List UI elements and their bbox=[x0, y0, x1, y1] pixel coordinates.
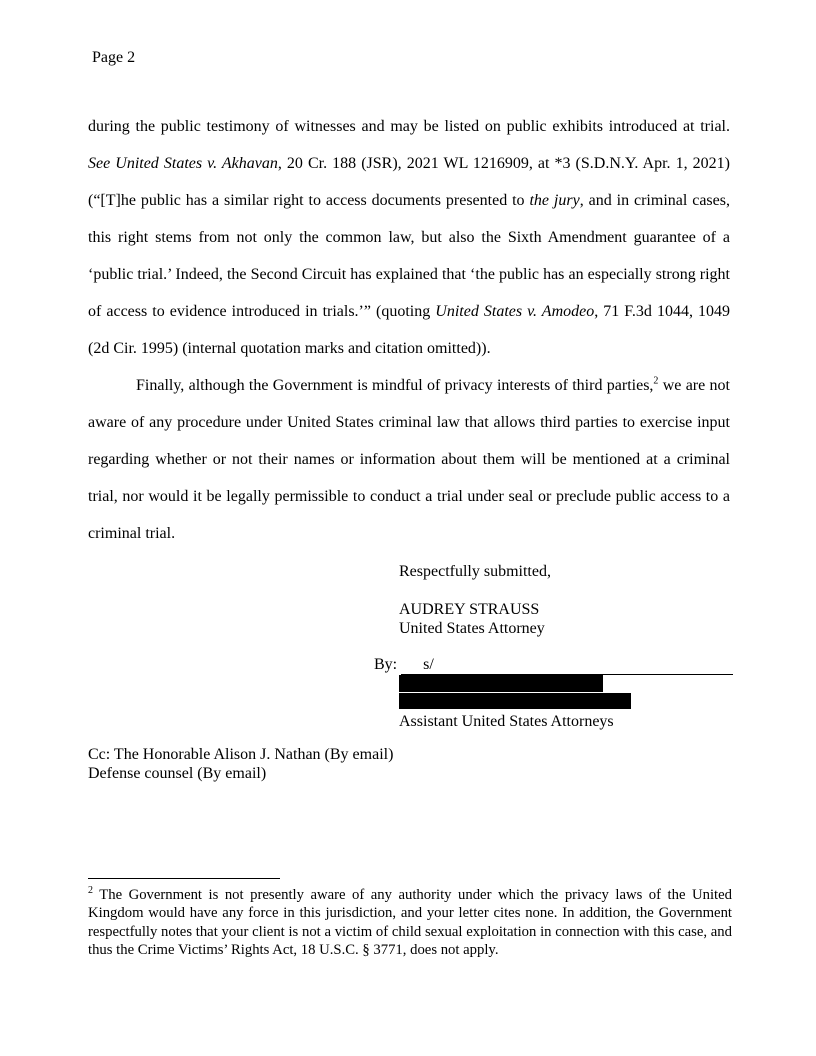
paragraph-text: , 20 Cr. 188 (JSR), 2021 WL 1216909, at *3 (S.D.N.Y. Apr. 1, 2021) (“[T]he public has a similar right to access documents presented to bbox=[88, 155, 730, 209]
page-number: Page 2 bbox=[92, 49, 136, 66]
signature-block bbox=[374, 562, 739, 731]
paragraph-text: we are not aware of any procedure under United States criminal law that allows third parties to exercise input regarding whether or not their names or information about them will be mentioned at a criminal trial, nor would it be legally permissible to conduct a trial under seal or preclude public access to a criminal trial. bbox=[88, 377, 730, 542]
footnote-section bbox=[88, 878, 732, 960]
case-citation: See United States v. Akhavan bbox=[88, 155, 278, 172]
body-paragraph-1 bbox=[88, 108, 730, 367]
redaction-bar-1 bbox=[399, 675, 603, 692]
footnote-separator bbox=[88, 878, 280, 879]
by-label: By: bbox=[374, 656, 398, 673]
signature-s-slash: s/ bbox=[423, 656, 434, 673]
signature-role-line: Assistant United States Attorneys bbox=[399, 713, 614, 730]
case-citation: United States v. Amodeo bbox=[435, 303, 595, 320]
cc-line-2: Defense counsel (By email) bbox=[88, 764, 267, 782]
cc-line-1: Cc: The Honorable Alison J. Nathan (By email) bbox=[88, 746, 394, 763]
signature-closing: Respectfully submitted, bbox=[399, 563, 551, 580]
attorney-name: AUDREY STRAUSS bbox=[399, 601, 540, 618]
footnote-marker: 2 bbox=[88, 885, 93, 897]
emphasized-text: the jury bbox=[529, 192, 580, 209]
paragraph-text: Finally, although the Government is mindful of privacy interests of third parties, bbox=[136, 377, 654, 394]
body-text bbox=[88, 108, 730, 552]
by-line bbox=[374, 655, 739, 675]
body-paragraph-2 bbox=[88, 367, 730, 552]
footnote-text bbox=[88, 886, 732, 960]
paragraph-text: , 71 F.3d 1044, 1049 (2d Cir. 1995) (internal quotation marks and citation omitted)). bbox=[88, 303, 730, 357]
redaction-bar-2 bbox=[399, 693, 631, 709]
footnote-reference: 2 bbox=[653, 375, 659, 387]
paragraph-text: , and in criminal cases, this right stems from not only the common law, but also the Sixth Amendment guarantee of a ‘public trial.’ Indeed, the Second Circuit has explained that ‘the public has an especially strong right of access to evidence introduced in trials.’” (quoting bbox=[88, 192, 730, 320]
cc-block bbox=[88, 746, 393, 783]
paragraph-text: during the public testimony of witnesses and may be listed on public exhibits introduced at trial. bbox=[88, 118, 730, 135]
attorney-title: United States Attorney bbox=[399, 620, 545, 637]
footnote-body: The Government is not presently aware of any authority under which the privacy laws of the United Kingdom would have any force in this jurisdiction, and your letter cites none. In addition, the Government respectfully notes that your client is not a victim of child sexual exploitation in connection with this case, and thus the Crime Victims’ Rights Act, 18 U.S.C. § 3771, does not apply. bbox=[88, 887, 732, 959]
signature-line bbox=[401, 655, 733, 675]
